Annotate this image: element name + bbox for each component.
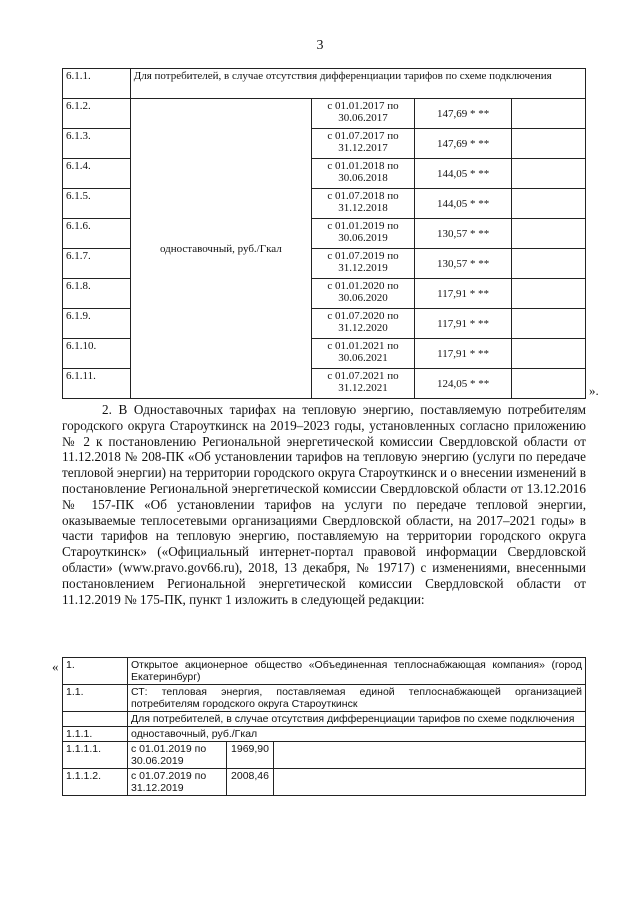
empty-cell <box>274 769 586 796</box>
empty-cell <box>512 369 586 399</box>
period-cell: с 01.07.2019 по 31.12.2019 <box>128 769 227 796</box>
table-row <box>63 727 586 742</box>
row-number: 6.1.9. <box>63 309 131 339</box>
price-cell: 144,05 * ** <box>415 159 512 189</box>
row-description: Для потребителей, в случае отсутствия дифференциации тарифов по схеме подключения <box>128 712 586 727</box>
table-row <box>63 769 586 796</box>
row-number: 6.1.2. <box>63 99 131 129</box>
empty-cell <box>512 279 586 309</box>
tariff-table-2 <box>62 657 586 796</box>
row-number: 6.1.6. <box>63 219 131 249</box>
table-row <box>63 69 586 99</box>
tariff-table-1 <box>62 68 586 399</box>
period-cell: с 01.01.2017 по 30.06.2017 <box>311 99 414 129</box>
table-row <box>63 99 586 129</box>
empty-cell <box>274 742 586 769</box>
row-number: 6.1.3. <box>63 129 131 159</box>
period-cell: с 01.07.2018 по 31.12.2018 <box>311 189 414 219</box>
price-cell: 1969,90 <box>227 742 274 769</box>
row-number: 1.1.1.1. <box>63 742 128 769</box>
period-cell: с 01.07.2021 по 31.12.2021 <box>311 369 414 399</box>
opening-quote: « <box>52 659 59 674</box>
period-cell: с 01.01.2019 по 30.06.2019 <box>128 742 227 769</box>
price-cell: 130,57 * ** <box>415 219 512 249</box>
period-cell: с 01.07.2017 по 31.12.2017 <box>311 129 414 159</box>
empty-cell <box>512 159 586 189</box>
row-number: 6.1.7. <box>63 249 131 279</box>
closing-quote: ». <box>589 383 599 398</box>
rate-type-cell: одноставочный, руб./Гкал <box>130 99 311 399</box>
price-cell: 117,91 * ** <box>415 279 512 309</box>
row-number: 6.1.4. <box>63 159 131 189</box>
row-number: 6.1.8. <box>63 279 131 309</box>
table-row <box>63 742 586 769</box>
table-row <box>63 658 586 685</box>
row-number: 6.1.5. <box>63 189 131 219</box>
period-cell: с 01.01.2021 по 30.06.2021 <box>311 339 414 369</box>
price-cell: 117,91 * ** <box>415 309 512 339</box>
rate-type-cell: одноставочный, руб./Гкал <box>128 727 586 742</box>
empty-cell <box>512 129 586 159</box>
price-cell: 124,05 * ** <box>415 369 512 399</box>
price-cell: 2008,46 <box>227 769 274 796</box>
row-description: Открытое акционерное общество «Объединенная теплоснабжающая компания» (город Екатеринбург) <box>128 658 586 685</box>
empty-cell <box>512 339 586 369</box>
row-number: 1. <box>63 658 128 685</box>
price-cell: 117,91 * ** <box>415 339 512 369</box>
table-row <box>63 685 586 712</box>
period-cell: с 01.01.2020 по 30.06.2020 <box>311 279 414 309</box>
row-number: 1.1.1. <box>63 727 128 742</box>
price-cell: 147,69 * ** <box>415 129 512 159</box>
empty-cell <box>512 249 586 279</box>
row-number: 1.1. <box>63 685 128 712</box>
page-number: 3 <box>316 38 324 53</box>
row-description: Для потребителей, в случае отсутствия дифференциации тарифов по схеме подключения <box>130 69 585 99</box>
price-cell: 144,05 * ** <box>415 189 512 219</box>
price-cell: 147,69 * ** <box>415 99 512 129</box>
row-description: СТ: тепловая энергия, поставляемая единой теплоснабжающей организацией потребителям городского округа Староуткинск <box>128 685 586 712</box>
period-cell: с 01.07.2019 по 31.12.2019 <box>311 249 414 279</box>
empty-cell <box>512 309 586 339</box>
price-cell: 130,57 * ** <box>415 249 512 279</box>
table-row <box>63 712 586 727</box>
period-cell: с 01.07.2020 по 31.12.2020 <box>311 309 414 339</box>
row-number <box>63 712 128 727</box>
empty-cell <box>512 99 586 129</box>
period-cell: с 01.01.2018 по 30.06.2018 <box>311 159 414 189</box>
row-number: 6.1.1. <box>63 69 131 99</box>
period-cell: с 01.01.2019 по 30.06.2019 <box>311 219 414 249</box>
row-number: 6.1.10. <box>63 339 131 369</box>
amendment-paragraph: 2. В Одноставочных тарифах на тепловую энергию, поставляемую потребителям городского округа Староуткинск на 2019–2023 годы, установленных согласно приложению № 2 к постановлению Региональной энергетической комиссии Свердловской области от 11.12.2018 № 208-ПК «Об установлении тарифов на тепловую энергию (услуги по передаче тепловой энергии) на территории городского округа Староуткинск и о внесении изменений в постановление Региональной энергетической комиссии Свердловской области от 13.12.2016 № 157-ПК «Об установлении тарифов на услуги по передаче тепловой энергии, оказываемые теплосетевыми организациями Свердловской области, на 2017–2021 годы» в части тарифов на тепловую энергию, поставляемую на территории городского округа Староуткинск» («Официальный интернет-портал правовой информации Свердловской области» (www.pravo.gov66.ru), 2018, 13 декабря, № 19717) с изменениями, внесенными постановлением Региональной энергетической комиссии Свердловской области от 11.12.2019 № 175-ПК, пункт 1 изложить в следующей редакции: <box>62 402 586 607</box>
empty-cell <box>512 189 586 219</box>
empty-cell <box>512 219 586 249</box>
row-number: 6.1.11. <box>63 369 131 399</box>
row-number: 1.1.1.2. <box>63 769 128 796</box>
